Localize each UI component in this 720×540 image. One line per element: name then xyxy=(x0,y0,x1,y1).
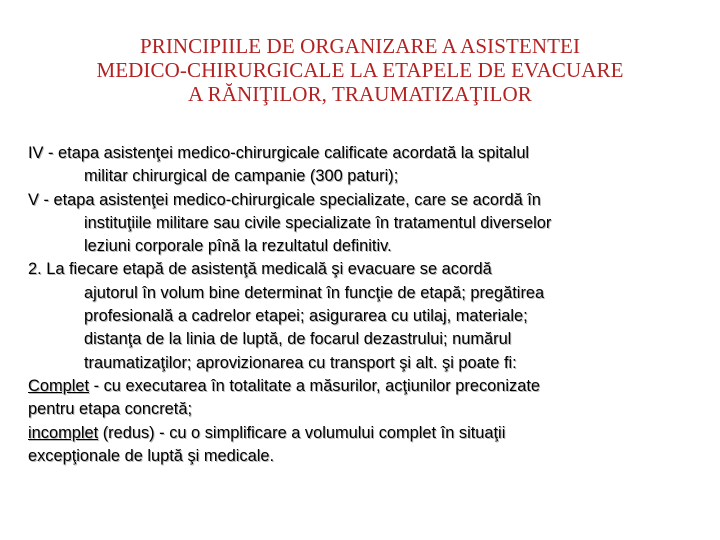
item-2-line-2: ajutorul în volum bine determinat în funcţie de etapă; pregătirea xyxy=(84,283,545,302)
item-iv-line-2: militar chirurgical de campanie (300 paturi); xyxy=(84,167,399,186)
title-line-3: A RĂNIŢILOR, TRAUMATIZAŢILOR xyxy=(188,82,532,106)
item-stage-iv xyxy=(28,142,698,189)
item-stage-v xyxy=(28,189,698,259)
slide-body xyxy=(28,142,698,468)
item-2-line-5: traumatizaţilor; aprovizionarea cu transport şi alt. şi poate fi: xyxy=(84,353,517,372)
item-2-line-3: profesională a cadrelor etapei; asigurarea cu utilaj, materiale; xyxy=(84,307,528,326)
complet-text: - cu executarea în totalitate a măsurilor, acţiunilor preconizate xyxy=(89,376,541,395)
item-v-line-3: leziuni corporale pînă la rezultatul definitiv. xyxy=(84,237,392,256)
complet-line-1 xyxy=(28,375,698,398)
title-line-2: MEDICO-CHIRURGICALE LA ETAPELE DE EVACUARE xyxy=(96,58,624,82)
item-iv-line-1: IV - etapa asistenţei medico-chirurgicale calificate acordată la spitalul xyxy=(28,144,530,162)
incomplet-line-2: excepţionale de luptă şi medicale. xyxy=(28,446,275,465)
title-line-1: PRINCIPIILE DE ORGANIZARE A ASISTENTEI xyxy=(139,34,581,58)
item-complet xyxy=(28,375,698,422)
item-incomplet xyxy=(28,422,698,469)
complet-term: Complet xyxy=(28,376,90,395)
item-2 xyxy=(28,258,698,374)
item-2-line-4: distanţa de la linia de luptă, de focarul dezastrului; numărul xyxy=(84,330,512,349)
incomplet-term: incomplet xyxy=(28,423,99,442)
item-2-line-1: 2. La fiecare etapă de asistenţă medicală şi evacuare se acordă xyxy=(28,260,492,279)
item-v-line-2: instituţiile militare sau civile specializate în tratamentul diverselor xyxy=(84,213,552,232)
complet-line-2: pentru etapa concretă; xyxy=(28,400,193,419)
incomplet-text: (redus) - cu o simplificare a volumului complet în situaţii xyxy=(98,423,506,442)
item-v-line-1: V - etapa asistenţei medico-chirurgicale specializate, care se acordă în xyxy=(28,190,541,209)
incomplet-line-1 xyxy=(28,422,698,445)
slide-title xyxy=(20,34,700,106)
